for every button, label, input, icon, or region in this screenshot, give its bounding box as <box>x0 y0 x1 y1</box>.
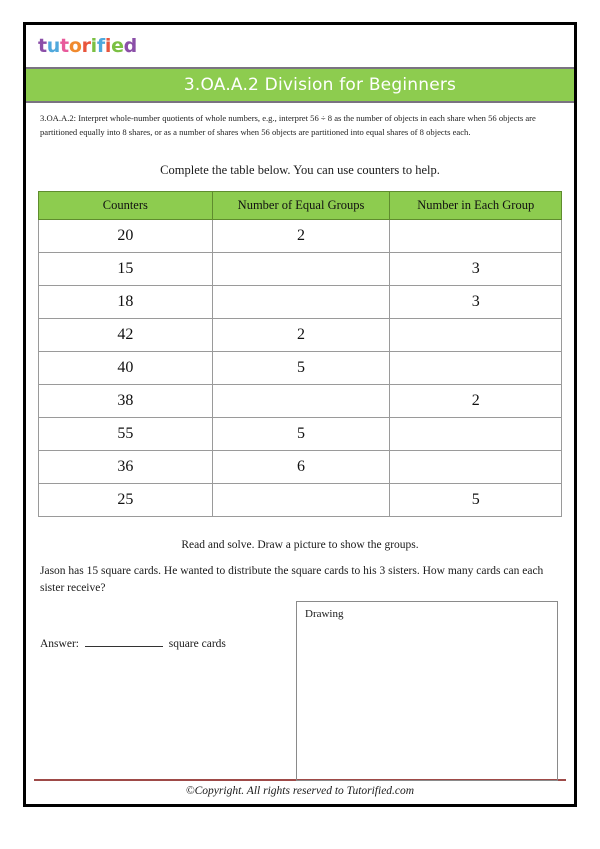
drawing-box[interactable] <box>296 601 558 781</box>
logo-letter-6: f <box>96 34 105 57</box>
cell-each-group: 3 <box>390 285 562 318</box>
cell-counters: 18 <box>39 285 213 318</box>
cell-equal-groups[interactable] <box>212 483 390 516</box>
logo-letter-3: o <box>68 34 82 57</box>
logo-letter-4: r <box>81 34 91 57</box>
table-row <box>39 417 562 450</box>
cell-equal-groups[interactable] <box>212 252 390 285</box>
drawing-box-label: Drawing <box>305 608 344 621</box>
cell-each-group[interactable] <box>390 318 562 351</box>
title-banner <box>26 67 574 103</box>
table-row <box>39 252 562 285</box>
cell-each-group[interactable] <box>390 450 562 483</box>
cell-each-group: 3 <box>390 252 562 285</box>
table-row <box>39 450 562 483</box>
column-header-equal-groups: Number of Equal Groups <box>212 191 390 219</box>
cell-counters: 36 <box>39 450 213 483</box>
answer-input-blank[interactable] <box>85 646 163 647</box>
tutorified-logo <box>38 34 137 57</box>
activity-table-wrapper <box>26 191 574 517</box>
cell-each-group[interactable] <box>390 417 562 450</box>
cell-equal-groups[interactable] <box>212 285 390 318</box>
cell-each-group: 2 <box>390 384 562 417</box>
logo-letter-7: i <box>104 34 112 57</box>
column-header-each-group: Number in Each Group <box>390 191 562 219</box>
cell-counters: 40 <box>39 351 213 384</box>
cell-counters: 25 <box>39 483 213 516</box>
answer-suffix-label: square cards <box>168 638 226 651</box>
cell-counters: 42 <box>39 318 213 351</box>
logo-letter-0: t <box>38 34 47 57</box>
cell-each-group: 5 <box>390 483 562 516</box>
cell-equal-groups: 2 <box>212 318 390 351</box>
cell-equal-groups: 6 <box>212 450 390 483</box>
cell-equal-groups: 2 <box>212 219 390 252</box>
cell-each-group[interactable] <box>390 219 562 252</box>
table-row <box>39 384 562 417</box>
table-row <box>39 483 562 516</box>
table-row <box>39 285 562 318</box>
answer-prefix-label: Answer: <box>40 638 79 651</box>
table-row <box>39 219 562 252</box>
answer-area <box>26 596 574 779</box>
table-instruction: Complete the table below. You can use counters to help. <box>160 162 440 177</box>
worksheet-content <box>26 25 574 804</box>
logo-letter-5: i <box>90 34 97 57</box>
table-row <box>39 351 562 384</box>
brand-header <box>26 25 574 67</box>
page-title: 3.OA.A.2 Division for Beginners <box>183 75 457 95</box>
cell-equal-groups: 5 <box>212 417 390 450</box>
activity-table-body <box>39 219 562 516</box>
cell-counters: 15 <box>39 252 213 285</box>
copyright-text: ©Copyright. All rights reserved to Tutorified.com <box>185 785 415 797</box>
table-header-row <box>39 191 562 219</box>
worksheet-page <box>23 22 577 807</box>
standard-description: 3.OA.A.2: Interpret whole-number quotients of whole numbers, e.g., interpret 56 ÷ 8 as the number of objects in each share when 56 objects are partitioned equally into 8 shares, or as a number of shares when 56 objects are partitioned into equal shares of 8 objects each. <box>40 113 536 137</box>
logo-letter-1: u <box>46 34 61 57</box>
logo-letter-2: t <box>60 34 69 57</box>
footer <box>34 779 566 802</box>
cell-counters: 20 <box>39 219 213 252</box>
word-problem-instruction: Read and solve. Draw a picture to show the groups. <box>181 538 419 551</box>
activity-table <box>38 191 562 517</box>
cell-equal-groups[interactable] <box>212 384 390 417</box>
cell-counters: 38 <box>39 384 213 417</box>
cell-each-group[interactable] <box>390 351 562 384</box>
logo-letter-8: e <box>111 34 124 57</box>
table-row <box>39 318 562 351</box>
column-header-counters: Counters <box>39 191 213 219</box>
answer-line <box>40 638 226 650</box>
logo-letter-9: d <box>123 34 137 57</box>
title-ribbon <box>26 67 574 103</box>
word-problem-question: Jason has 15 square cards. He wanted to distribute the square cards to his 3 sisters. How many cards can each sister receive? <box>40 564 544 594</box>
cell-counters: 55 <box>39 417 213 450</box>
cell-equal-groups: 5 <box>212 351 390 384</box>
